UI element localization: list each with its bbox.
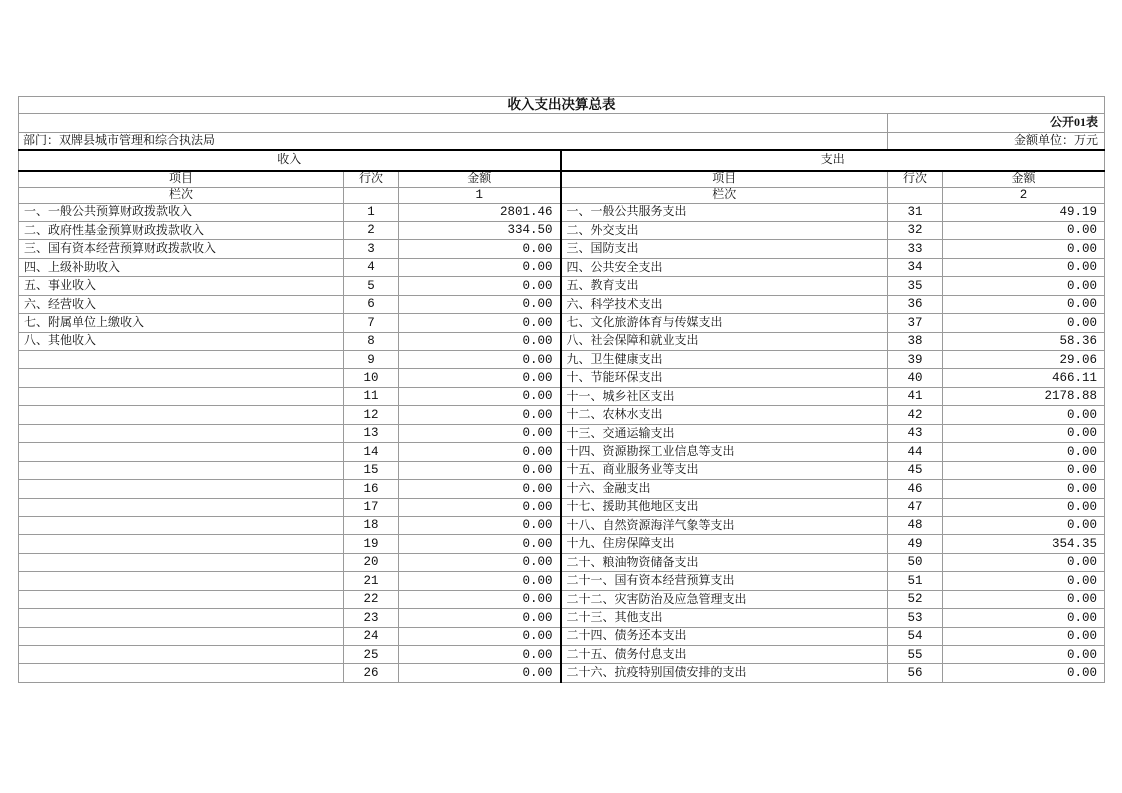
expense-amount-cell: 0.00 <box>943 553 1105 571</box>
expense-item-cell: 四、公共安全支出 <box>561 258 888 276</box>
data-rows <box>19 203 1105 682</box>
table-row <box>19 424 1105 442</box>
income-item-cell <box>19 553 344 571</box>
section-header-row <box>19 150 1105 171</box>
income-amount-cell: 0.00 <box>399 295 561 313</box>
expense-lineno-cell: 46 <box>888 480 943 498</box>
income-lineno-cell: 4 <box>344 258 399 276</box>
expense-lineno-cell: 53 <box>888 609 943 627</box>
expense-lineno-cell: 51 <box>888 572 943 590</box>
expense-amount-cell: 29.06 <box>943 351 1105 369</box>
expense-lineno-cell: 40 <box>888 369 943 387</box>
table-code-row <box>19 113 1105 132</box>
table-row <box>19 314 1105 332</box>
income-amount-cell: 0.00 <box>399 240 561 258</box>
income-column-index-label: 栏次 <box>19 187 344 203</box>
expense-item-cell: 一、一般公共服务支出 <box>561 203 888 221</box>
income-lineno-cell: 6 <box>344 295 399 313</box>
income-lineno-cell: 14 <box>344 443 399 461</box>
income-lineno-cell: 25 <box>344 646 399 664</box>
table-row <box>19 369 1105 387</box>
income-lineno-cell: 15 <box>344 461 399 479</box>
income-column-index: 1 <box>399 187 561 203</box>
income-amount-cell: 0.00 <box>399 498 561 516</box>
income-item-cell <box>19 387 344 405</box>
income-item-cell: 六、经营收入 <box>19 295 344 313</box>
income-item-cell: 四、上级补助收入 <box>19 258 344 276</box>
income-amount-cell: 0.00 <box>399 609 561 627</box>
income-lineno-cell: 17 <box>344 498 399 516</box>
expense-amount-cell: 0.00 <box>943 646 1105 664</box>
expense-item-cell: 三、国防支出 <box>561 240 888 258</box>
expense-lineno-cell: 34 <box>888 258 943 276</box>
income-lineno-cell: 8 <box>344 332 399 350</box>
income-lineno-cell: 1 <box>344 203 399 221</box>
expense-item-cell: 七、文化旅游体育与传媒支出 <box>561 314 888 332</box>
income-amount-cell: 0.00 <box>399 406 561 424</box>
expense-item-cell: 八、社会保障和就业支出 <box>561 332 888 350</box>
table-row <box>19 295 1105 313</box>
expense-lineno-cell: 43 <box>888 424 943 442</box>
income-lineno-cell: 5 <box>344 277 399 295</box>
income-amount-cell: 0.00 <box>399 516 561 534</box>
table-row <box>19 387 1105 405</box>
expense-amount-cell: 0.00 <box>943 258 1105 276</box>
income-item-cell <box>19 369 344 387</box>
income-lineno-cell: 20 <box>344 553 399 571</box>
table-row <box>19 590 1105 608</box>
income-amount-cell: 0.00 <box>399 461 561 479</box>
income-item-cell: 五、事业收入 <box>19 277 344 295</box>
income-item-cell <box>19 646 344 664</box>
column-index-row <box>19 187 1105 203</box>
expense-amount-cell: 0.00 <box>943 406 1105 424</box>
expense-amount-cell: 0.00 <box>943 424 1105 442</box>
table-row <box>19 664 1105 682</box>
expense-lineno-cell: 48 <box>888 516 943 534</box>
income-amount-cell: 0.00 <box>399 369 561 387</box>
expense-lineno-cell: 39 <box>888 351 943 369</box>
income-lineno-cell: 19 <box>344 535 399 553</box>
income-amount-cell: 0.00 <box>399 646 561 664</box>
table-row <box>19 443 1105 461</box>
income-lineno-cell: 12 <box>344 406 399 424</box>
table-row <box>19 646 1105 664</box>
income-amount-cell: 0.00 <box>399 590 561 608</box>
income-amount-cell: 0.00 <box>399 277 561 295</box>
income-lineno-cell: 26 <box>344 664 399 682</box>
title-row <box>19 97 1105 114</box>
expense-item-cell: 二十一、国有资本经营预算支出 <box>561 572 888 590</box>
table-row <box>19 351 1105 369</box>
expense-amount-cell: 0.00 <box>943 240 1105 258</box>
column-header-row <box>19 171 1105 188</box>
expense-lineno-cell: 32 <box>888 221 943 239</box>
expense-amount-cell: 0.00 <box>943 590 1105 608</box>
table-row <box>19 609 1105 627</box>
income-item-cell <box>19 572 344 590</box>
page-title: 收入支出决算总表 <box>19 97 1105 114</box>
income-amount-cell: 0.00 <box>399 314 561 332</box>
income-lineno-blank-cell <box>344 187 399 203</box>
income-item-cell <box>19 406 344 424</box>
expense-item-header: 项目 <box>561 171 888 188</box>
income-amount-cell: 0.00 <box>399 258 561 276</box>
income-amount-cell: 0.00 <box>399 443 561 461</box>
income-item-cell: 一、一般公共预算财政拨款收入 <box>19 203 344 221</box>
expense-lineno-cell: 33 <box>888 240 943 258</box>
expense-amount-cell: 354.35 <box>943 535 1105 553</box>
income-item-cell: 二、政府性基金预算财政拨款收入 <box>19 221 344 239</box>
income-item-cell <box>19 516 344 534</box>
expense-lineno-cell: 44 <box>888 443 943 461</box>
expense-amount-cell: 0.00 <box>943 516 1105 534</box>
expense-amount-cell: 0.00 <box>943 498 1105 516</box>
expense-amount-header: 金额 <box>943 171 1105 188</box>
income-lineno-cell: 7 <box>344 314 399 332</box>
income-lineno-cell: 18 <box>344 516 399 534</box>
income-amount-cell: 0.00 <box>399 332 561 350</box>
income-item-cell <box>19 590 344 608</box>
income-lineno-cell: 13 <box>344 424 399 442</box>
expense-lineno-cell: 50 <box>888 553 943 571</box>
expense-lineno-blank-cell <box>888 187 943 203</box>
expense-item-cell: 二十三、其他支出 <box>561 609 888 627</box>
expense-amount-cell: 0.00 <box>943 627 1105 645</box>
income-amount-cell: 0.00 <box>399 535 561 553</box>
income-lineno-cell: 11 <box>344 387 399 405</box>
income-item-cell: 三、国有资本经营预算财政拨款收入 <box>19 240 344 258</box>
expense-item-cell: 十二、农林水支出 <box>561 406 888 424</box>
department-label: 部门：双牌县城市管理和综合执法局 <box>19 132 888 150</box>
expense-item-cell: 十三、交通运输支出 <box>561 424 888 442</box>
income-lineno-cell: 16 <box>344 480 399 498</box>
expense-amount-cell: 0.00 <box>943 664 1105 682</box>
expense-item-cell: 十一、城乡社区支出 <box>561 387 888 405</box>
income-amount-cell: 2801.46 <box>399 203 561 221</box>
budget-summary-table <box>18 96 1105 683</box>
expense-column-index-label: 栏次 <box>561 187 888 203</box>
table-row <box>19 516 1105 534</box>
expense-lineno-cell: 42 <box>888 406 943 424</box>
expense-amount-cell: 58.36 <box>943 332 1105 350</box>
expense-item-cell: 十、节能环保支出 <box>561 369 888 387</box>
income-item-header: 项目 <box>19 171 344 188</box>
income-item-cell <box>19 498 344 516</box>
income-item-cell <box>19 664 344 682</box>
income-lineno-cell: 2 <box>344 221 399 239</box>
expense-lineno-cell: 54 <box>888 627 943 645</box>
expense-amount-cell: 0.00 <box>943 221 1105 239</box>
income-item-cell: 七、附属单位上缴收入 <box>19 314 344 332</box>
table-row <box>19 406 1105 424</box>
expense-amount-cell: 49.19 <box>943 203 1105 221</box>
expense-amount-cell: 2178.88 <box>943 387 1105 405</box>
table-row <box>19 221 1105 239</box>
expense-lineno-cell: 35 <box>888 277 943 295</box>
expense-item-cell: 二十五、债务付息支出 <box>561 646 888 664</box>
expense-lineno-header: 行次 <box>888 171 943 188</box>
table-row <box>19 240 1105 258</box>
expense-item-cell: 二十六、抗疫特别国债安排的支出 <box>561 664 888 682</box>
expense-item-cell: 二十四、债务还本支出 <box>561 627 888 645</box>
table-row <box>19 627 1105 645</box>
expense-item-cell: 十四、资源勘探工业信息等支出 <box>561 443 888 461</box>
expense-amount-cell: 0.00 <box>943 572 1105 590</box>
income-item-cell <box>19 609 344 627</box>
expense-lineno-cell: 52 <box>888 590 943 608</box>
expense-amount-cell: 0.00 <box>943 314 1105 332</box>
table-row <box>19 480 1105 498</box>
table-row <box>19 572 1105 590</box>
income-amount-cell: 0.00 <box>399 424 561 442</box>
income-item-cell <box>19 535 344 553</box>
income-amount-cell: 0.00 <box>399 664 561 682</box>
expense-lineno-cell: 45 <box>888 461 943 479</box>
income-item-cell <box>19 351 344 369</box>
table-row <box>19 203 1105 221</box>
income-lineno-cell: 10 <box>344 369 399 387</box>
expense-section-header: 支出 <box>561 150 1105 171</box>
income-amount-header: 金额 <box>399 171 561 188</box>
expense-item-cell: 九、卫生健康支出 <box>561 351 888 369</box>
income-item-cell <box>19 627 344 645</box>
income-item-cell <box>19 424 344 442</box>
income-amount-cell: 0.00 <box>399 572 561 590</box>
expense-item-cell: 二、外交支出 <box>561 221 888 239</box>
income-section-header: 收入 <box>19 150 561 171</box>
expense-lineno-cell: 41 <box>888 387 943 405</box>
expense-item-cell: 十六、金融支出 <box>561 480 888 498</box>
expense-lineno-cell: 49 <box>888 535 943 553</box>
income-lineno-cell: 3 <box>344 240 399 258</box>
expense-item-cell: 五、教育支出 <box>561 277 888 295</box>
expense-lineno-cell: 36 <box>888 295 943 313</box>
income-lineno-header: 行次 <box>344 171 399 188</box>
income-lineno-cell: 21 <box>344 572 399 590</box>
expense-item-cell: 十九、住房保障支出 <box>561 535 888 553</box>
expense-item-cell: 二十、粮油物资储备支出 <box>561 553 888 571</box>
income-lineno-cell: 23 <box>344 609 399 627</box>
table-row <box>19 535 1105 553</box>
table-row <box>19 332 1105 350</box>
income-item-cell <box>19 443 344 461</box>
income-amount-cell: 334.50 <box>399 221 561 239</box>
expense-lineno-cell: 31 <box>888 203 943 221</box>
income-amount-cell: 0.00 <box>399 480 561 498</box>
expense-lineno-cell: 47 <box>888 498 943 516</box>
expense-amount-cell: 0.00 <box>943 461 1105 479</box>
expense-amount-cell: 0.00 <box>943 480 1105 498</box>
income-item-cell <box>19 461 344 479</box>
expense-item-cell: 十八、自然资源海洋气象等支出 <box>561 516 888 534</box>
table-row <box>19 553 1105 571</box>
income-amount-cell: 0.00 <box>399 351 561 369</box>
expense-lineno-cell: 56 <box>888 664 943 682</box>
expense-amount-cell: 0.00 <box>943 277 1105 295</box>
expense-lineno-cell: 55 <box>888 646 943 664</box>
expense-item-cell: 十五、商业服务业等支出 <box>561 461 888 479</box>
unit-label: 金额单位：万元 <box>888 132 1105 150</box>
expense-amount-cell: 0.00 <box>943 609 1105 627</box>
income-item-cell <box>19 480 344 498</box>
table-code: 公开01表 <box>888 113 1105 132</box>
expense-amount-cell: 466.11 <box>943 369 1105 387</box>
expense-item-cell: 六、科学技术支出 <box>561 295 888 313</box>
table-row <box>19 461 1105 479</box>
expense-lineno-cell: 38 <box>888 332 943 350</box>
income-item-cell: 八、其他收入 <box>19 332 344 350</box>
income-amount-cell: 0.00 <box>399 627 561 645</box>
table-code-spacer-cell <box>19 113 888 132</box>
income-amount-cell: 0.00 <box>399 387 561 405</box>
table-row <box>19 277 1105 295</box>
table-row <box>19 258 1105 276</box>
table-row <box>19 498 1105 516</box>
expense-column-index: 2 <box>943 187 1105 203</box>
income-lineno-cell: 24 <box>344 627 399 645</box>
expense-item-cell: 十七、援助其他地区支出 <box>561 498 888 516</box>
income-lineno-cell: 22 <box>344 590 399 608</box>
expense-amount-cell: 0.00 <box>943 295 1105 313</box>
expense-item-cell: 二十二、灾害防治及应急管理支出 <box>561 590 888 608</box>
income-lineno-cell: 9 <box>344 351 399 369</box>
department-row <box>19 132 1105 150</box>
expense-lineno-cell: 37 <box>888 314 943 332</box>
expense-amount-cell: 0.00 <box>943 443 1105 461</box>
income-amount-cell: 0.00 <box>399 553 561 571</box>
